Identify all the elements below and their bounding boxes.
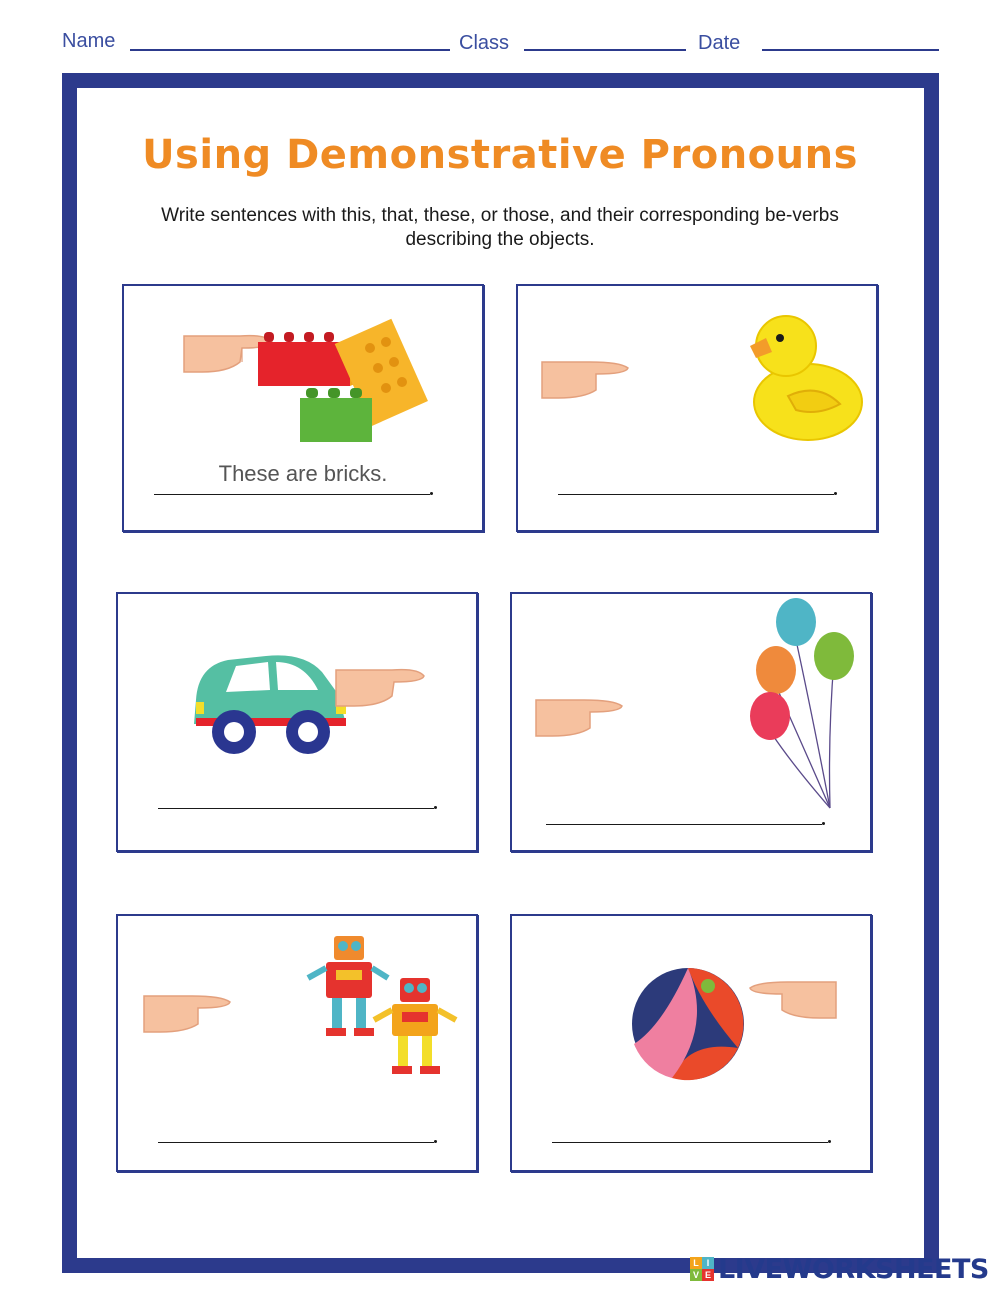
example-answer: These are bricks. <box>218 461 388 486</box>
answer-line[interactable] <box>552 1142 828 1143</box>
pointing-hand-icon <box>336 670 424 706</box>
brand-name: LIVEWORKSHEETS <box>718 1253 989 1285</box>
duck-illustration <box>518 286 880 534</box>
worksheet-title: Using Demonstrative Pronouns <box>142 132 858 178</box>
pointing-hand-icon <box>536 700 622 736</box>
answer-line[interactable] <box>158 808 434 809</box>
card-duck <box>516 284 878 532</box>
answer-line[interactable] <box>154 494 430 495</box>
beach-ball-icon <box>632 968 744 1080</box>
toy-car-icon <box>194 655 346 754</box>
card-robots <box>116 914 478 1172</box>
name-label: Name <box>62 30 116 52</box>
card-ball <box>510 914 872 1172</box>
answer-line[interactable] <box>558 494 834 495</box>
period-dot <box>430 492 433 495</box>
answer-line[interactable] <box>158 1142 434 1143</box>
robots-illustration <box>118 916 480 1174</box>
card-car <box>116 592 478 852</box>
name-field[interactable] <box>130 49 450 51</box>
period-dot <box>822 822 825 825</box>
answer-line[interactable] <box>546 824 822 825</box>
card-balloons <box>510 592 872 852</box>
rubber-duck-icon <box>750 316 862 440</box>
student-info-header <box>0 26 1000 56</box>
car-illustration <box>118 594 480 854</box>
liveworksheets-mark-icon: L I V E <box>690 1257 714 1281</box>
class-label: Class <box>459 32 510 54</box>
pointing-hand-icon <box>144 996 230 1032</box>
robot-icon <box>374 978 456 1074</box>
ball-illustration <box>512 916 874 1174</box>
balloons-illustration <box>512 594 874 854</box>
liveworksheets-logo <box>690 1254 989 1284</box>
bricks-illustration <box>124 286 486 534</box>
period-dot <box>434 1140 437 1143</box>
date-field[interactable] <box>762 49 939 51</box>
card-bricks <box>122 284 484 532</box>
lego-bricks-icon <box>258 319 428 442</box>
pointing-hand-icon <box>750 982 836 1018</box>
period-dot <box>828 1140 831 1143</box>
period-dot <box>834 492 837 495</box>
period-dot <box>434 806 437 809</box>
date-label: Date <box>698 32 741 54</box>
pointing-hand-icon <box>542 362 628 398</box>
worksheet-instructions: Write sentences with this, that, these, or those, and their corresponding be-verbs describing the objects. <box>161 205 839 250</box>
class-field[interactable] <box>524 49 686 51</box>
